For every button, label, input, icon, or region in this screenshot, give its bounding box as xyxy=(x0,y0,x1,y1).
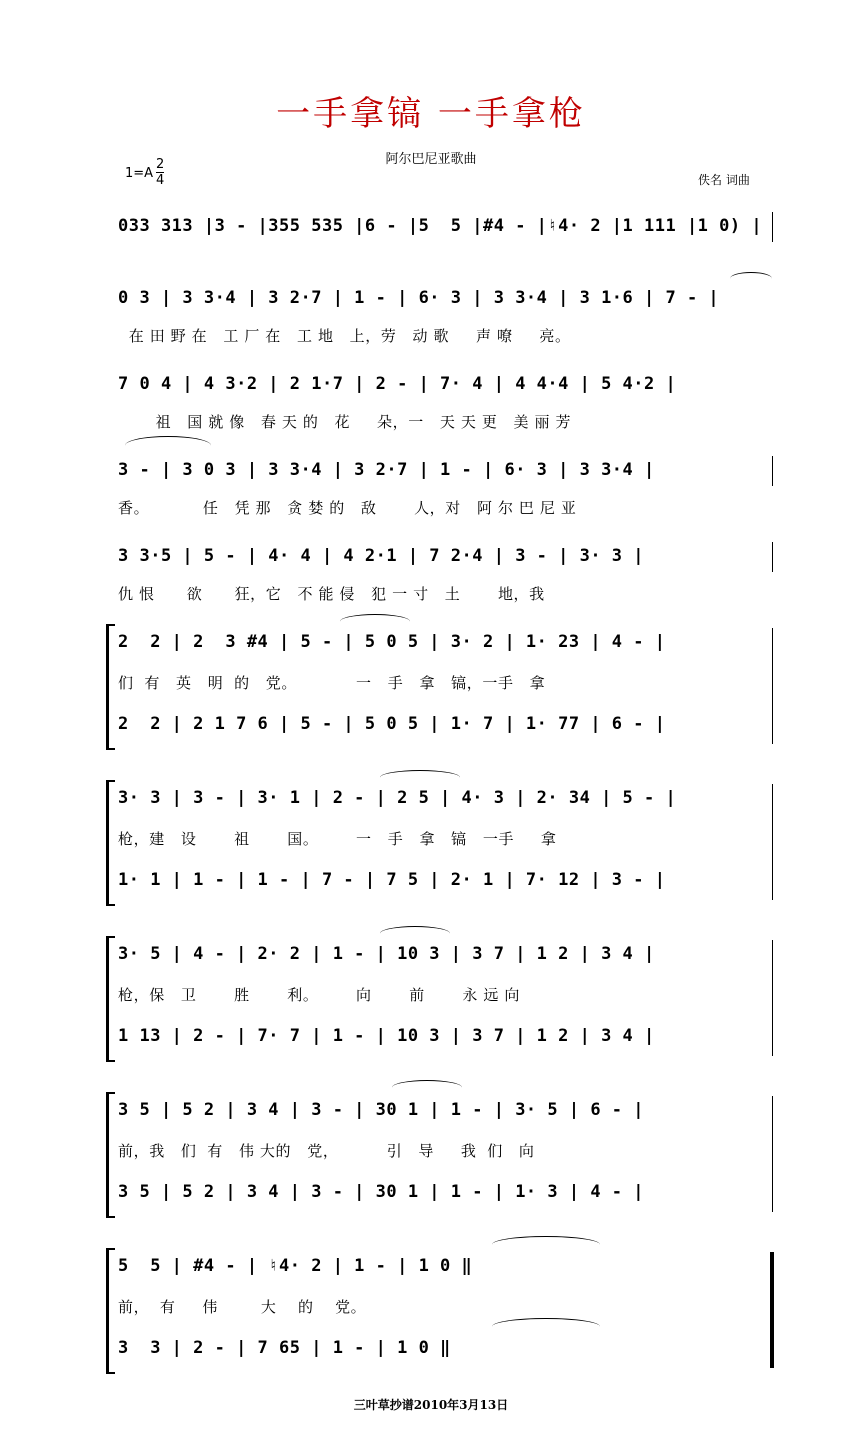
time-signature-top: 2 xyxy=(156,157,165,172)
notation-line: 7 0 4 | 4 3·2 | 2 1·7 | 2 - | 7· 4 | 4 4·4 | 5 4·2 | xyxy=(118,374,677,394)
lyric-line: 前， 有 伟 大 的 党。 xyxy=(118,1298,367,1316)
lyric-line: 前，我 们 有 伟 大的 党， 引 导 我 们 向 xyxy=(118,1142,535,1160)
bar-line xyxy=(772,1096,773,1212)
bar-line xyxy=(772,542,773,572)
notation-line: 3 5 | 5 2 | 3 4 | 3 - | 30 1 | 1 - | 3· 5 | 6 - | xyxy=(118,1100,645,1120)
notation-line-lower: 1 13 | 2 - | 7· 7 | 1 - | 10 3 | 3 7 | 1 2 | 3 4 | xyxy=(118,1026,655,1046)
transcriber-footer: 三叶草抄谱2010年3月13日 xyxy=(353,1398,509,1412)
system-brace xyxy=(106,1092,115,1218)
lyric-line: 枪，保 卫 胜 利。 向 前 永 远 向 xyxy=(118,986,520,1004)
notation-line: 3 - | 3 0 3 | 3 3·4 | 3 2·7 | 1 - | 6· 3 | 3 3·4 | xyxy=(118,460,655,480)
system-brace xyxy=(106,936,115,1062)
lyric-line: 香。 任 凭 那 贪 婪 的 敌 人，对 阿 尔 巴 尼 亚 xyxy=(118,499,577,517)
lyric-line: 们 有 英 明 的 党。 一 手 拿 镐，一手 拿 xyxy=(118,674,546,692)
slur xyxy=(340,614,410,629)
final-bar-line xyxy=(770,1252,774,1368)
slur xyxy=(380,770,460,785)
song-title: 一手拿镐 一手拿枪 xyxy=(276,94,586,134)
bar-line xyxy=(772,628,773,744)
bar-line xyxy=(772,456,773,486)
system-brace xyxy=(106,1248,115,1374)
notation-line: 2 2 | 2 3 #4 | 5 - | 5 0 5 | 3· 2 | 1· 23 | 4 - | xyxy=(118,632,666,652)
key-signature: 1=A xyxy=(125,166,154,181)
bar-line xyxy=(772,940,773,1056)
lyric-line: 祖 国 就 像 春 天 的 花 朵，一 天 天 更 美 丽 芳 xyxy=(118,413,572,431)
lyric-line: 在 田 野 在 工 厂 在 工 地 上，劳 动 歌 声 嘹 亮。 xyxy=(118,327,571,345)
bar-line xyxy=(772,212,773,242)
notation-line: 3· 3 | 3 - | 3· 1 | 2 - | 2 5 | 4· 3 | 2· 34 | 5 - | xyxy=(118,788,677,808)
notation-line-lower: 2 2 | 2 1 7 6 | 5 - | 5 0 5 | 1· 7 | 1· 77 | 6 - | xyxy=(118,714,666,734)
lyric-line: 枪，建 设 祖 国。 一 手 拿 镐 一手 拿 xyxy=(118,830,557,848)
time-signature xyxy=(156,157,164,188)
composer-credit: 佚名 词曲 xyxy=(698,173,750,187)
slur xyxy=(380,926,450,941)
notation-line: 3· 5 | 4 - | 2· 2 | 1 - | 10 3 | 3 7 | 1 2 | 3 4 | xyxy=(118,944,655,964)
notation-line-lower: 3 5 | 5 2 | 3 4 | 3 - | 30 1 | 1 - | 1· 3 | 4 - | xyxy=(118,1182,645,1202)
slur xyxy=(492,1318,600,1335)
lyric-line: 仇 恨 欲 狂，它 不 能 侵 犯 一 寸 土 地，我 xyxy=(118,585,545,603)
notation-line: 0 3 | 3 3·4 | 3 2·7 | 1 - | 6· 3 | 3 3·4 | 3 1·6 | 7 - | xyxy=(118,288,720,308)
notation-line-lower: 3 3 | 2 - | 7 65 | 1 - | 1 0 ‖ xyxy=(118,1338,451,1358)
notation-line: 5 5 | #4 - | ♮4· 2 | 1 - | 1 0 ‖ xyxy=(118,1256,473,1276)
slur xyxy=(125,436,211,455)
bar-line xyxy=(772,784,773,900)
slur xyxy=(392,1080,462,1095)
notation-line-lower: 1· 1 | 1 - | 1 - | 7 - | 7 5 | 2· 1 | 7· 12 | 3 - | xyxy=(118,870,666,890)
notation-line: 3 3·5 | 5 - | 4· 4 | 4 2·1 | 7 2·4 | 3 - | 3· 3 | xyxy=(118,546,645,566)
notation-line: 033 313 |3 - |355 535 |6 - |5 5 |#4 - |♮4· 2 |1 111 |1 0) | xyxy=(118,216,763,236)
system-brace xyxy=(106,780,115,906)
slur xyxy=(492,1236,600,1253)
time-signature-bottom: 4 xyxy=(156,173,165,188)
song-subtitle: 阿尔巴尼亚歌曲 xyxy=(385,152,477,167)
system-brace xyxy=(106,624,115,750)
slur xyxy=(730,272,772,285)
